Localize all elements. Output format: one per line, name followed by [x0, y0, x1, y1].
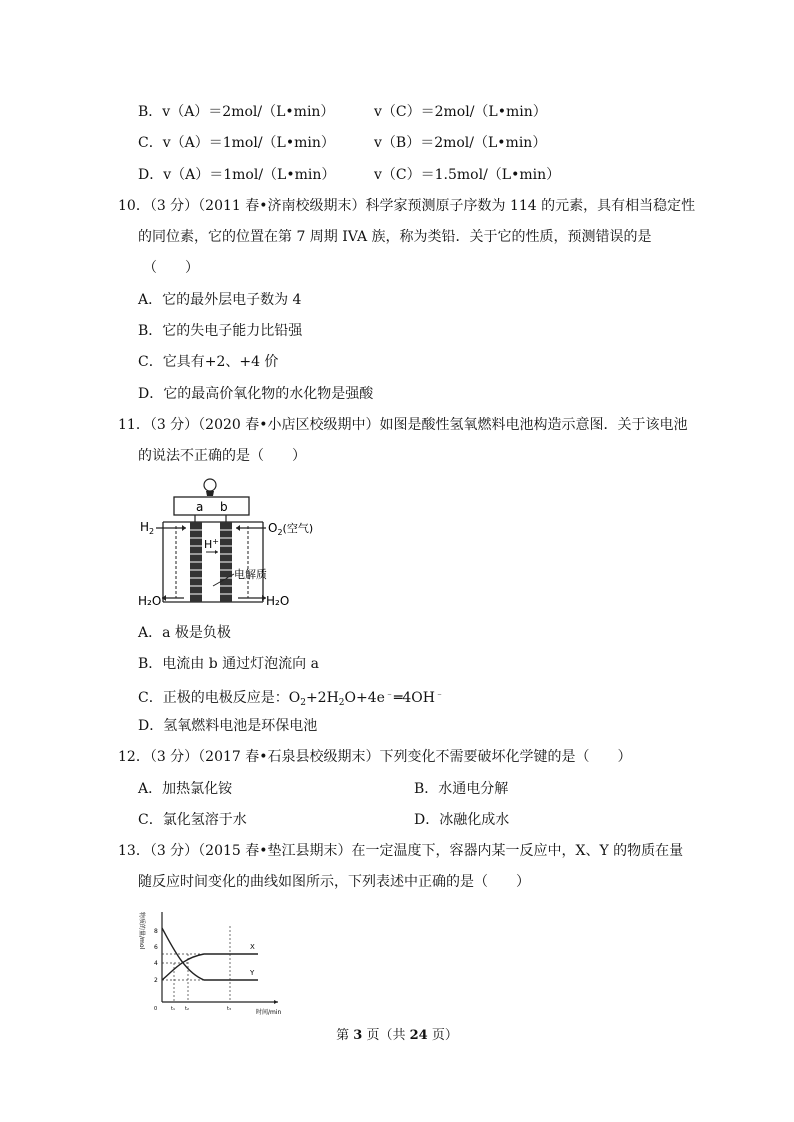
ytick-4: 4 — [154, 960, 158, 967]
q12-stem: 12．（3 分）（2017 春•石泉县校级期末）下列变化不需要破坏化学键的是（ ） — [118, 749, 632, 765]
lamp-icon — [204, 479, 216, 491]
series-x-curve — [162, 954, 258, 980]
chart-ylabel: 物质的量/mol — [138, 912, 145, 950]
xtick-t1: t₁ — [171, 1006, 175, 1012]
external-circuit-box — [174, 497, 249, 515]
q10-stem-line1: 10．（3 分）（2011 春•济南校级期末）科学家预测原子序数为 114 的元素，具有相当稳定性 — [118, 198, 696, 214]
q12-option-c: C．氯化氢溶于水 — [138, 812, 247, 828]
q10-option-c: C．它具有+2、+4 价 — [138, 354, 279, 370]
q9-option-d-right: v（C）＝1.5mol/（L•min） — [374, 167, 561, 183]
q11-option-b: B．电流由 b 通过灯泡流向 a — [138, 656, 319, 672]
q10-option-b: B．它的失电子能力比铅强 — [138, 323, 303, 339]
label-a: a — [196, 500, 204, 514]
q9-option-c-right: v（B）＝2mol/（L•min） — [374, 135, 547, 151]
label-h2: $H_2$ — [140, 520, 155, 536]
ytick-6: 6 — [154, 944, 158, 951]
q9-option-c-left: C．v（A）＝1mol/（L•min） — [138, 135, 335, 151]
q12-option-a: A．加热氯化铵 — [138, 781, 233, 797]
q10-option-a: A．它的最外层电子数为 4 — [138, 292, 302, 308]
q9-option-d-left: D．v（A）＝1mol/（L•min） — [138, 167, 336, 183]
xtick-t2: t₂ — [185, 1006, 189, 1012]
q12-option-b: B．水通电分解 — [414, 781, 509, 797]
label-h2o-left: H₂O — [138, 594, 162, 608]
q10-option-d: D．它的最高价氧化物的水化物是强酸 — [138, 386, 374, 402]
series-x-label: X — [250, 943, 255, 951]
ytick-2: 2 — [154, 977, 158, 984]
q9-option-b-left: B．v（A）＝2mol/（L•min） — [138, 104, 335, 120]
amount-time-chart — [138, 906, 288, 1018]
label-b: b — [220, 500, 228, 514]
page-footer: 第 3 页（共 24 页） — [336, 1028, 458, 1043]
label-hplus: H+ — [204, 537, 219, 551]
q11-option-a: A．a 极是负极 — [138, 625, 231, 641]
label-h2o-right: H₂O — [266, 594, 290, 608]
ytick-8: 8 — [154, 928, 158, 935]
q10-answer-bracket: （ ） — [143, 260, 199, 276]
q13-stem-line2: 随反应时间变化的曲线如图所示，下列表述中正确的是（ ） — [138, 874, 530, 890]
label-o2: $O_2$(空气) — [268, 521, 314, 537]
q9-option-b-right: v（C）＝2mol/（L•min） — [374, 104, 547, 120]
label-electrolyte: 电解质 — [234, 568, 267, 581]
series-y-label: Y — [250, 969, 255, 977]
chart-xlabel: 时间/min — [256, 1009, 282, 1016]
q12-option-d: D．冰融化成水 — [414, 812, 510, 828]
q10-stem-line2: 的同位素，它的位置在第 7 周期 IVA 族，称为类铅．关于它的性质，预测错误的是 — [138, 229, 652, 245]
fuel-cell-diagram — [138, 474, 314, 614]
xtick-0: 0 — [154, 1006, 158, 1012]
q11-option-c: C．正极的电极反应是：$O_2+2H_2O+4e^﹣═4OH^﹣$ — [138, 690, 444, 708]
xtick-t3: t₃ — [227, 1006, 231, 1012]
q11-stem-line2: 的说法不正确的是（ ） — [138, 448, 306, 464]
q11-stem-line1: 11．（3 分）（2020 春•小店区校级期中）如图是酸性氢氧燃料电池构造示意图．关于该电池 — [118, 417, 688, 433]
q13-stem-line1: 13．（3 分）（2015 春•垫江县期末）在一定温度下，容器内某一反应中，X、Y 的物质在量 — [118, 843, 684, 859]
q11-option-d: D．氢氧燃料电池是环保电池 — [138, 718, 318, 734]
